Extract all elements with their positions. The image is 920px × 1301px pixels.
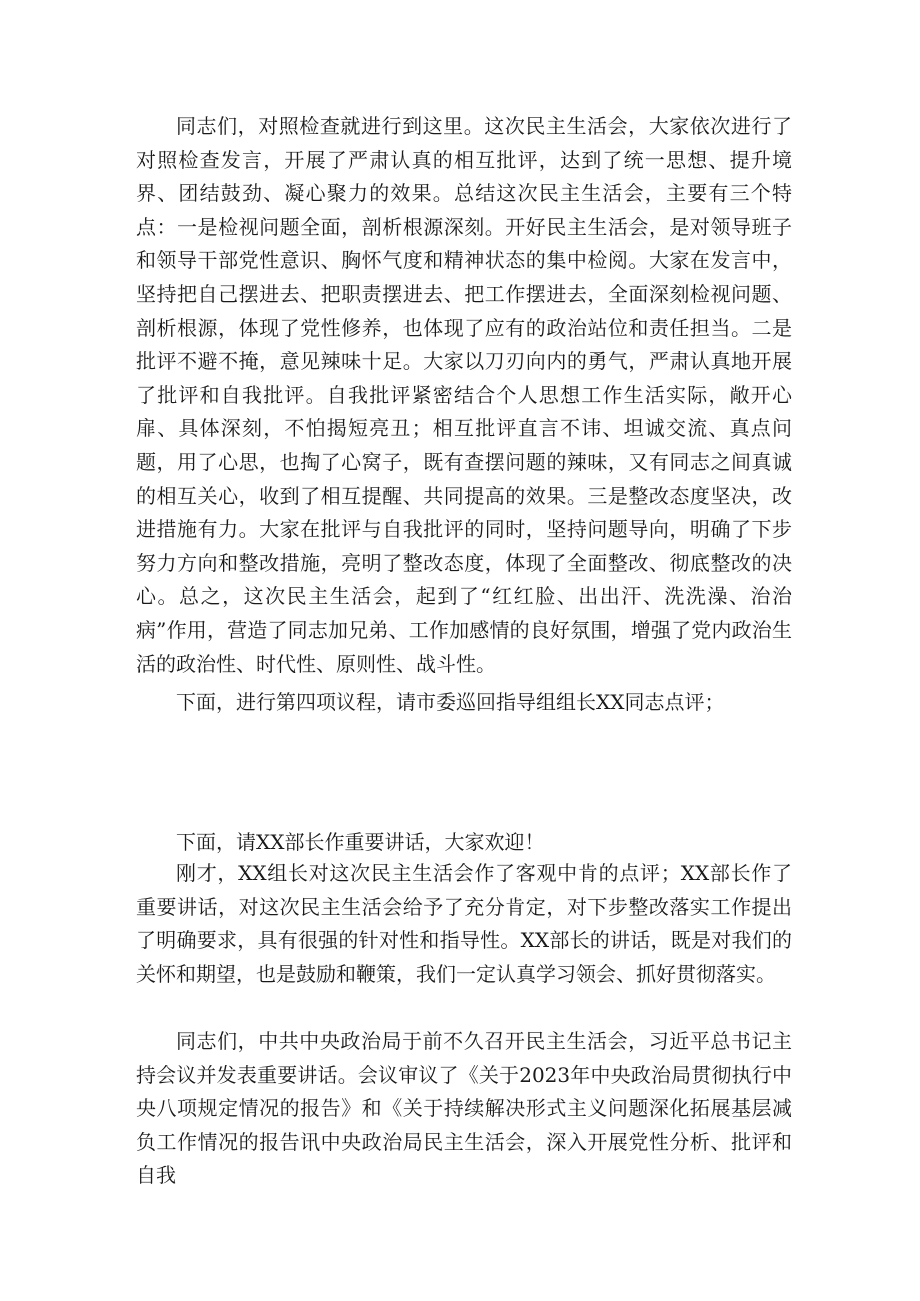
paragraph-speech-invitation: 下面，请XX部长作重要讲话，大家欢迎！ bbox=[176, 830, 545, 854]
paragraph-speech-response: 刚才，XX组长对这次民主生活会作了客观中肯的点评；XX部长作了重要讲话，对这次民主生活会给予了充分肯定，对下步整改落实工作提出了明确要求，具有很强的针对性和指导性。XX部长的讲话，既是对我们的关怀和期望，也是鼓励和鞭策，我们一定认真学习领会、抓好贯彻落实。 bbox=[136, 861, 792, 986]
paragraph-summary: 同志们，对照检查就进行到这里。这次民主生活会，大家依次进行了对照检查发言，开展了严肃认真的相互批评，达到了统一思想、提升境界、团结鼓劲、凝心聚力的效果。总结这次民主生活会，主要有三个特点：一是检视问题全面，剖析根源深刻。开好民主生活会，是对领导班子和领导干部党性意识、胸怀气度和精神状态的集中检阅。大家在发言中，坚持把自己摆进去、把职责摆进去、把工作摆进去，全面深刻检视问题、剖析根源，体现了党性修养，也体现了应有的政治站位和责任担当。二是批评不避不掩，意见辣味十足。大家以刀刃向内的勇气，严肃认真地开展了批评和自我批评。自我批评紧密结合个人思想工作生活实际，敞开心扉、具体深刻，不怕揭短亮丑；相互批评直言不讳、坦诚交流、真点问题，用了心思，也掏了心窝子，既有查摆问题的辣味，又有同志之间真诚的相互关心，收到了相互提醒、共同提高的效果。三是整改态度坚决，改进措施有力。大家在批评与自我批评的同时，坚持问题导向，明确了下步努力方向和整改措施，亮明了整改态度，体现了全面整改、彻底整改的决心。总之，这次民主生活会，起到了“红红脸、出出汗、洗洗澡、治治病”作用，营造了同志加兄弟、工作加感情的良好氛围，增强了党内政治生活的政治性、时代性、原则性、战斗性。 bbox=[136, 114, 792, 676]
paragraph-central-meeting: 同志们，中共中央政治局于前不久召开民主生活会，习近平总书记主持会议并发表重要讲话。会议审议了《关于2023年中央政治局贯彻执行中央八项规定情况的报告》和《关于持续解决形式主义问题深化拓展基层减负工作情况的报告讯中央政治局民主生活会，深入开展党性分析、批评和自我 bbox=[136, 1029, 792, 1188]
paragraph-agenda-item-four: 下面，进行第四项议程，请市委巡回指导组组长XX同志点评； bbox=[176, 690, 725, 714]
